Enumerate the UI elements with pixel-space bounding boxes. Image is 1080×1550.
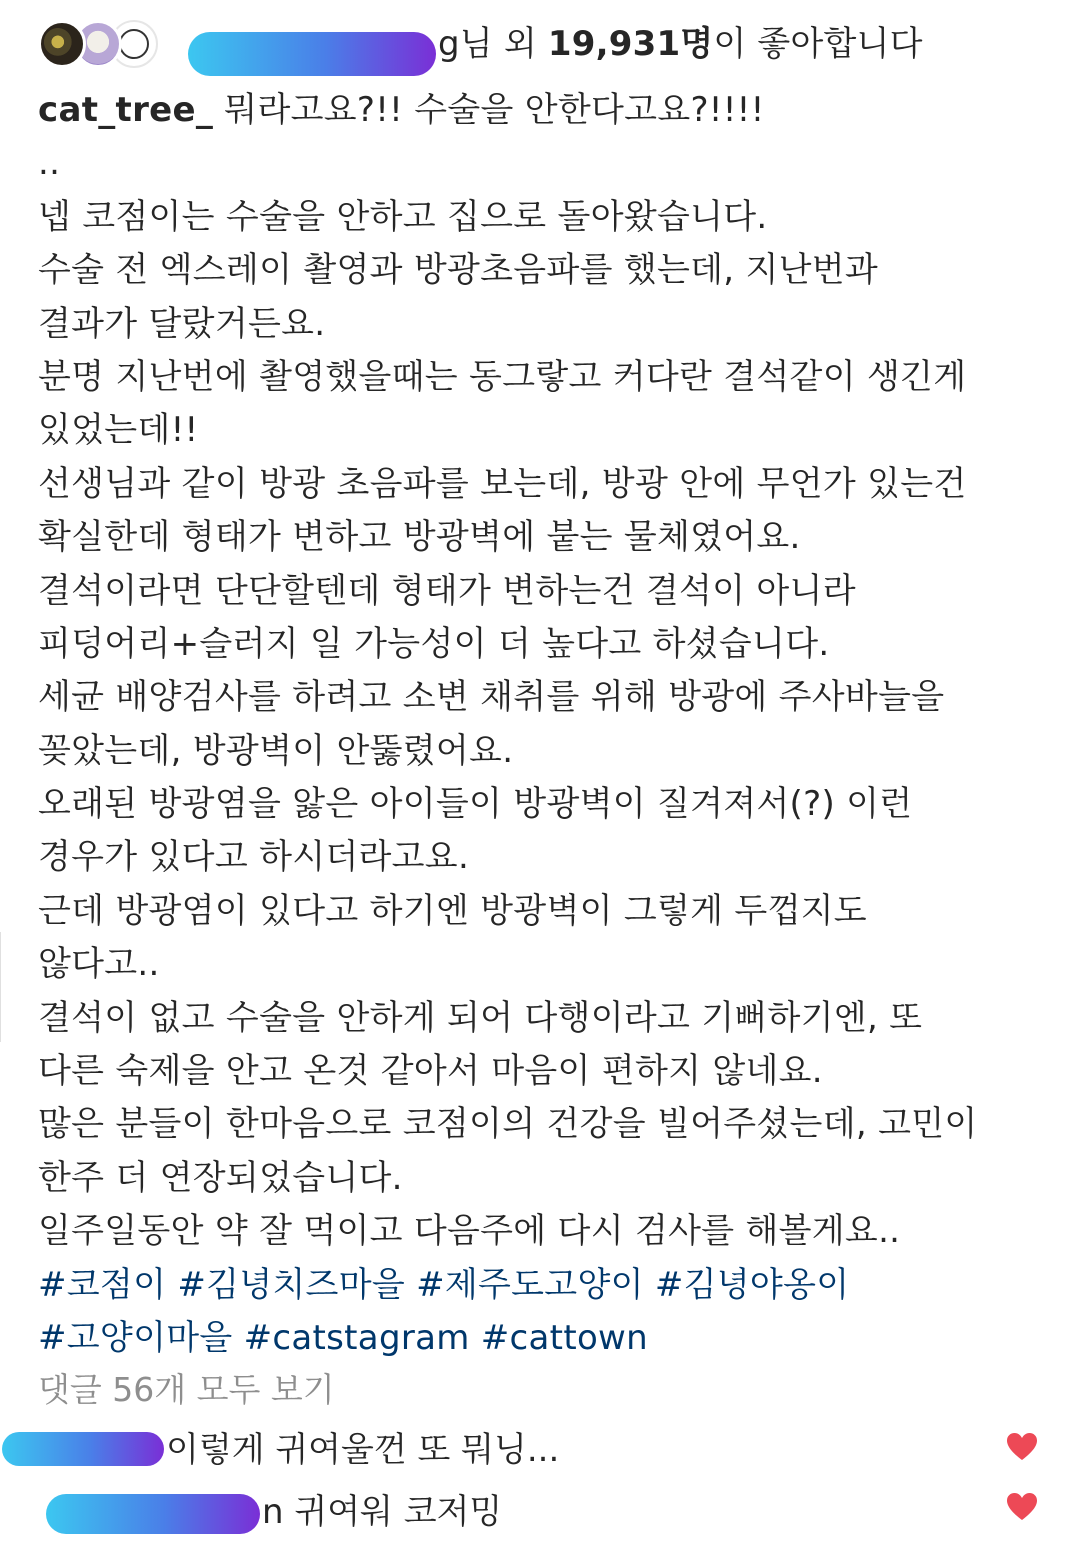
- redaction-bar: [2, 1432, 164, 1466]
- caption-line: 않다고..: [38, 944, 160, 985]
- likes-tail: 이 좋아합니다: [713, 24, 923, 64]
- caption-line: 있었는데!!: [38, 410, 199, 451]
- caption-line: 오래된 방광염을 앓은 아이들이 방광벽이 질겨져서(?) 이런: [38, 784, 913, 825]
- caption-line: 일주일동안 약 잘 먹이고 다음주에 다시 검사를 해볼게요..: [38, 1211, 901, 1252]
- caption-line: 넵 코점이는 수술을 안하고 집으로 돌아왔습니다.: [38, 196, 768, 237]
- caption-line: 꽂았는데, 방광벽이 안뚫렸어요.: [38, 730, 514, 771]
- comment-text: 이렇게 귀여울껀 또 뭐닝...: [166, 1430, 560, 1470]
- caption-line: 수술 전 엑스레이 촬영과 방광초음파를 했는데, 지난번과: [38, 250, 879, 291]
- hashtags-line-2[interactable]: #고양이마을 #catstagram #cattown: [38, 1317, 649, 1358]
- caption-line: 많은 분들이 한마음으로 코점이의 건강을 빌어주셨는데, 고민이: [38, 1104, 978, 1145]
- caption-title: 뭐라고요?!! 수술을 안한다고요?!!!!: [213, 90, 765, 130]
- hashtags-line-1[interactable]: #코점이 #김녕치즈마을 #제주도고양이 #김녕야옹이: [38, 1264, 850, 1305]
- seal-logo-icon: [119, 29, 149, 59]
- caption-line: 한주 더 연장되었습니다.: [38, 1157, 403, 1198]
- caption-line: 결석이라면 단단할텐데 형태가 변하는건 결석이 아니라: [38, 570, 856, 611]
- caption-line: 선생님과 같이 방광 초음파를 보는데, 방광 안에 무언가 있는건: [38, 463, 967, 504]
- caption-line: 결석이 없고 수술을 안하게 되어 다행이라고 기뻐하기엔, 또: [38, 997, 923, 1038]
- likes-row[interactable]: [38, 16, 1068, 76]
- caption-line: ..: [38, 143, 61, 184]
- caption-line: 확실한데 형태가 변하고 방광벽에 붙는 물체였어요.: [38, 517, 801, 558]
- caption-line: 분명 지난번에 촬영했을때는 동그랗고 커다란 결석같이 생긴게: [38, 356, 967, 397]
- divider: [0, 932, 7, 1042]
- post-caption: [38, 84, 1058, 1365]
- comment-username-tail[interactable]: n: [262, 1492, 284, 1532]
- comment-row: [0, 1486, 1080, 1546]
- liker-username-tail: g: [438, 24, 460, 64]
- profile-avatar-1[interactable]: [38, 20, 86, 68]
- likes-suffix: 님 외: [459, 24, 548, 64]
- caption-line: 세균 배양검사를 하려고 소변 채취를 위해 방광에 주사바늘을: [38, 677, 945, 718]
- likes-count[interactable]: 19,931명: [547, 24, 714, 64]
- redaction-bar: [46, 1494, 260, 1534]
- caption-line: 근데 방광염이 있다고 하기엔 방광벽이 그렇게 두껍지도: [38, 890, 867, 931]
- redaction-bar: [188, 32, 436, 76]
- caption-line: 다른 숙제을 안고 온것 같아서 마음이 편하지 않네요.: [38, 1051, 823, 1092]
- comment-text: n 귀여워 코저밍: [262, 1492, 503, 1532]
- heart-icon[interactable]: [1006, 1492, 1038, 1522]
- heart-icon[interactable]: [1006, 1432, 1038, 1462]
- caption-line: 결과가 달랐거든요.: [38, 303, 326, 344]
- caption-line: 경우가 있다고 하시더라고요.: [38, 837, 470, 878]
- caption-line: 피덩어리+슬러지 일 가능성이 더 높다고 하셨습니다.: [38, 623, 830, 664]
- caption-first-line: [38, 84, 1058, 137]
- caption-username[interactable]: cat_tree_: [38, 90, 214, 130]
- view-all-comments-link[interactable]: 댓글 56개 모두 보기: [38, 1370, 335, 1409]
- comment-row: [0, 1422, 1080, 1482]
